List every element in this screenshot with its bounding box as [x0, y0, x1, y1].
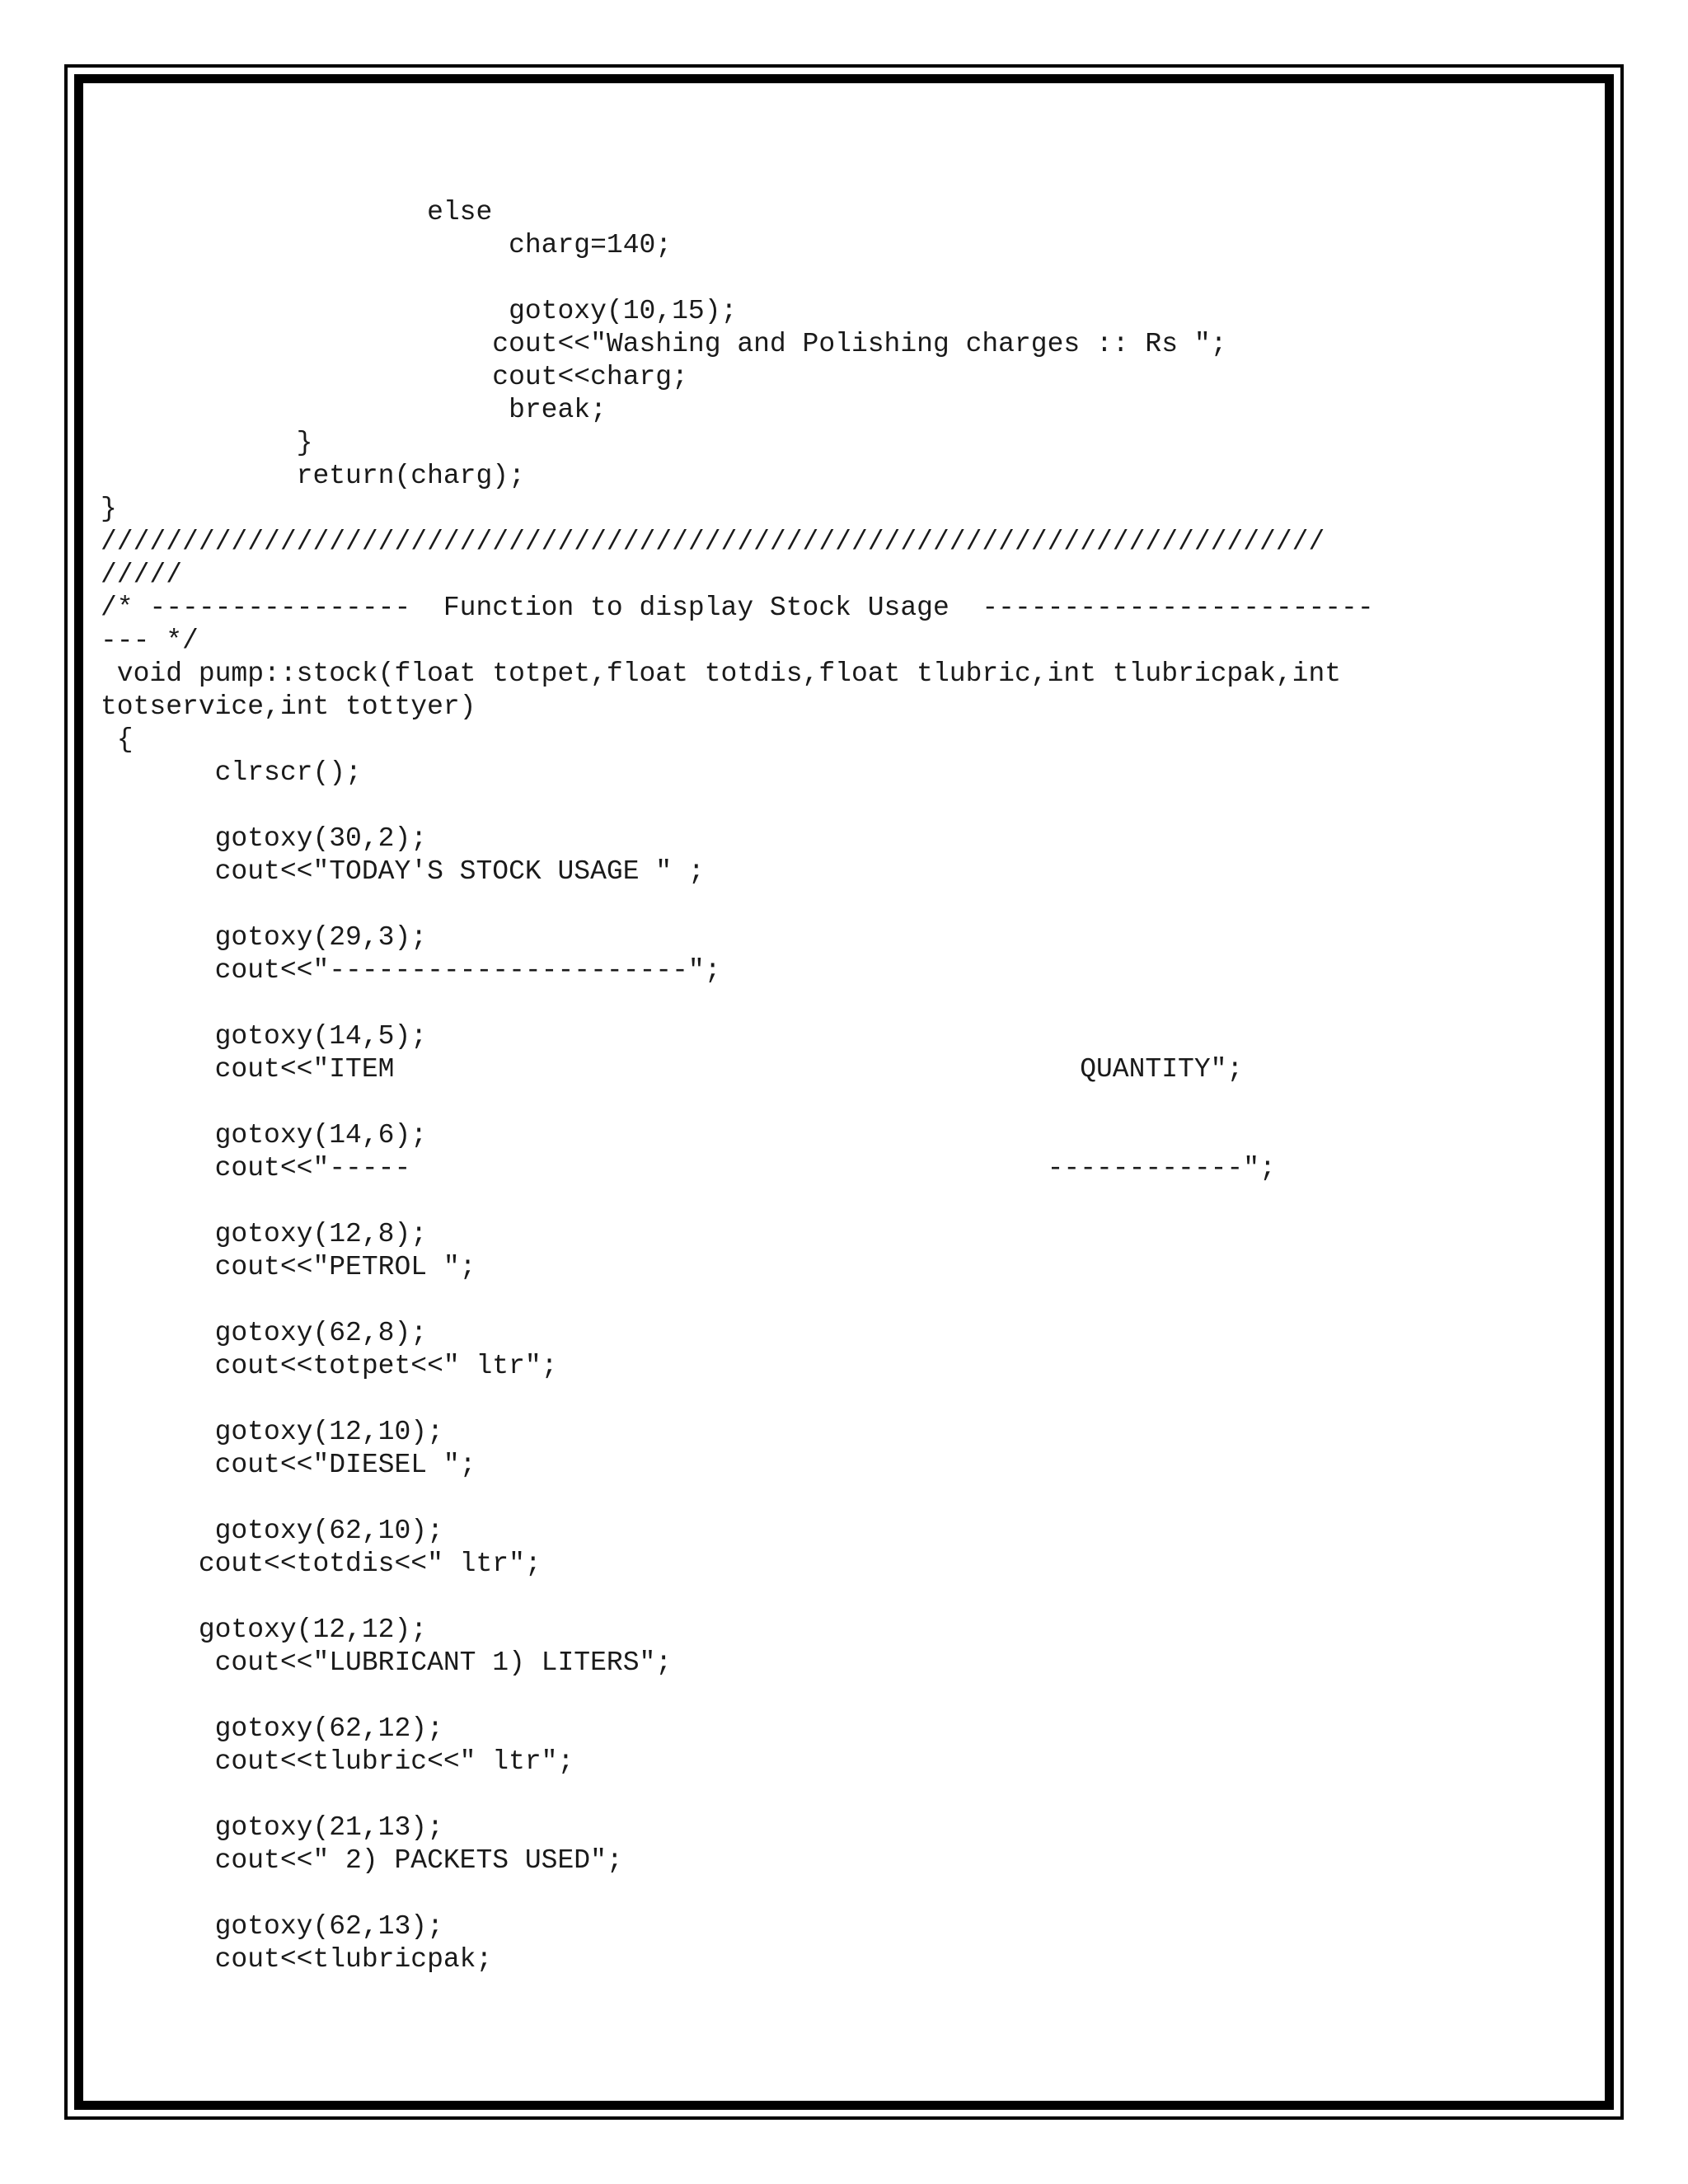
code-line: } — [101, 494, 117, 524]
code-line: cout<<charg; — [101, 362, 688, 392]
code-line: break; — [101, 395, 607, 425]
code-line: cout<<" 2) PACKETS USED"; — [101, 1845, 623, 1876]
code-line: cout<<totdis<<" ltr"; — [101, 1549, 542, 1579]
code-listing — [101, 196, 1374, 1976]
code-line: clrscr(); — [101, 757, 362, 788]
code-line — [101, 1284, 1374, 1317]
code-line: void pump::stock(float totpet,float totdis,float tlubric,int tlubricpak,int — [101, 658, 1342, 689]
code-line — [101, 1383, 1374, 1416]
code-line: gotoxy(62,10); — [101, 1516, 443, 1546]
code-line — [101, 1779, 1374, 1811]
code-line: return(charg); — [101, 461, 525, 491]
code-line: cout<<"LUBRICANT 1) LITERS"; — [101, 1647, 673, 1678]
code-line — [101, 790, 1374, 823]
code-line: cout<<"ITEM QUANTITY"; — [101, 1054, 1244, 1085]
code-line: --- */ — [101, 626, 199, 656]
code-line — [101, 1482, 1374, 1515]
code-line — [101, 262, 1374, 295]
code-line: gotoxy(12,10); — [101, 1417, 443, 1447]
code-line — [101, 1680, 1374, 1713]
code-line: totservice,int tottyer) — [101, 691, 476, 722]
code-line — [101, 1877, 1374, 1910]
code-line — [101, 1185, 1374, 1218]
code-line: { — [101, 724, 134, 755]
code-line: gotoxy(62,12); — [101, 1713, 443, 1744]
code-line: gotoxy(62,8); — [101, 1318, 428, 1348]
code-line: gotoxy(14,5); — [101, 1021, 428, 1052]
code-line: cout<<"----------------------"; — [101, 955, 721, 986]
code-line: gotoxy(62,13); — [101, 1911, 443, 1942]
code-line: cout<<"Washing and Polishing charges :: Rs "; — [101, 329, 1227, 359]
code-line — [101, 888, 1374, 921]
code-line: /* ---------------- Function to display Stock Usage ------------------------ — [101, 593, 1374, 623]
code-line: cout<<"PETROL "; — [101, 1252, 476, 1282]
code-line: ///// — [101, 560, 183, 590]
code-line: else — [101, 197, 493, 227]
code-line: gotoxy(30,2); — [101, 823, 428, 854]
code-line — [101, 1581, 1374, 1614]
code-line: cout<<totpet<<" ltr"; — [101, 1351, 558, 1381]
code-line: gotoxy(12,12); — [101, 1615, 428, 1645]
code-line: cout<<"----- ------------"; — [101, 1153, 1276, 1183]
code-line: cout<<tlubric<<" ltr"; — [101, 1746, 574, 1777]
code-line: cout<<"TODAY'S STOCK USAGE " ; — [101, 856, 705, 887]
code-line: charg=140; — [101, 230, 673, 260]
code-line — [101, 987, 1374, 1020]
code-line: gotoxy(12,8); — [101, 1219, 428, 1249]
code-line: } — [101, 428, 313, 458]
code-line: gotoxy(14,6); — [101, 1120, 428, 1151]
code-line: gotoxy(29,3); — [101, 922, 428, 953]
code-line — [101, 1086, 1374, 1119]
code-line: gotoxy(21,13); — [101, 1812, 443, 1843]
code-line: /////////////////////////////////////////////////////////////////////////// — [101, 527, 1325, 557]
code-line: cout<<"DIESEL "; — [101, 1450, 476, 1480]
code-line: cout<<tlubricpak; — [101, 1944, 493, 1975]
code-line: gotoxy(10,15); — [101, 296, 738, 326]
